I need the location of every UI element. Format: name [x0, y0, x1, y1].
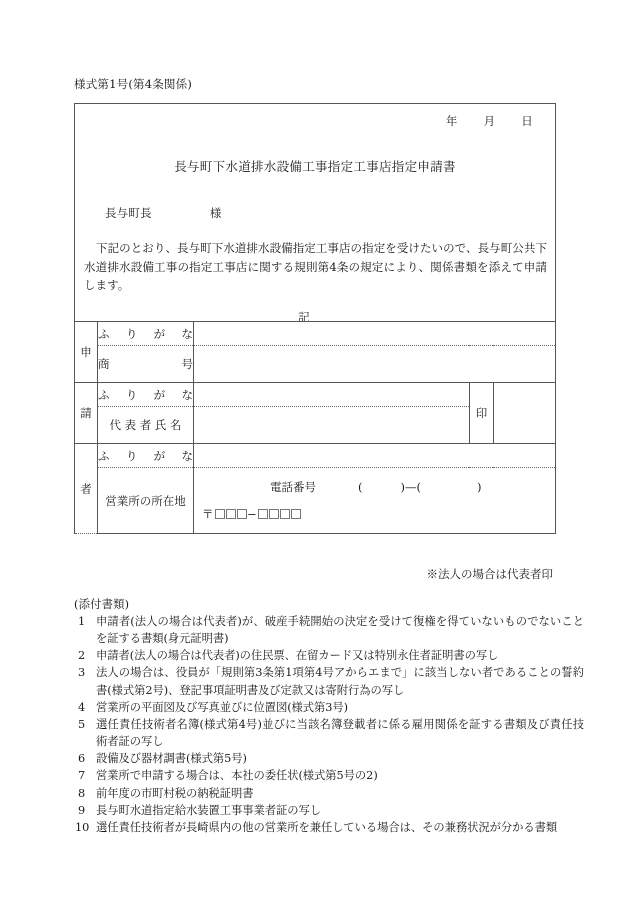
seal-tail-cell [493, 383, 555, 444]
furigana-input-daihyousha[interactable] [194, 383, 470, 407]
furigana-label-daihyousha [98, 383, 194, 407]
furigana-label-shougou [98, 322, 194, 346]
phone-label: 電話番号 [270, 479, 316, 494]
attachment-item [74, 819, 584, 836]
furigana-char-4: な [181, 326, 193, 341]
attachment-number: 9 [78, 803, 86, 817]
date-line [75, 104, 555, 129]
seal-note: ※法人の場合は代表者印 [426, 567, 553, 581]
date-month-label: 月 [483, 114, 496, 128]
furigana-input-shougou[interactable] [194, 322, 556, 346]
attachment-item [74, 802, 584, 819]
attachment-item [74, 613, 584, 647]
phone-close-2: ) [477, 479, 482, 494]
furigana-char-3: が [153, 448, 166, 463]
furigana-char-3: が [153, 326, 166, 341]
furigana-char-2: り [125, 387, 138, 402]
date-day-label: 日 [521, 114, 533, 128]
attachments-list [74, 613, 584, 836]
attachment-item [74, 785, 584, 802]
address-value-cell[interactable] [194, 468, 556, 534]
postal-box[interactable] [215, 509, 225, 519]
table-row [75, 346, 556, 383]
spine-cell-sei: 請 [75, 383, 98, 444]
attachment-text: 選任責任技術者名簿(様式第4号)並びに当該名簿登載者に係る雇用関係を証する書類及び責任技術者証の写し [96, 717, 584, 749]
attachment-item [74, 699, 584, 716]
attachment-number: 7 [78, 769, 86, 783]
body-paragraph-text: 下記のとおり、長与町下水道排水設備指定工事店の指定を受けたいので、長与町公共下水道排水設備工事の指定工事店に関する規則第4条の規定により、関係書類を添えて申請します。 [84, 241, 547, 293]
date-year-label: 年 [445, 114, 458, 128]
attachment-item [74, 750, 584, 767]
attachment-text: 営業所の平面図及び写真並びに位置図(様式第3号) [96, 700, 349, 714]
attachment-text: 営業所で申請する場合は、本社の委任状(様式第5号の2) [96, 769, 378, 783]
furigana-char-1: ふ [98, 326, 110, 341]
furigana-char-2: り [125, 448, 138, 463]
postal-box[interactable] [280, 509, 290, 519]
label-daihyousha-text: 代 表 者 氏 名 [109, 418, 182, 432]
attachment-item [74, 767, 584, 784]
furigana-char-4: な [181, 448, 193, 463]
postal-box[interactable] [226, 509, 236, 519]
label-daihyousha [98, 407, 194, 444]
attachment-number: 1 [78, 615, 86, 628]
furigana-label-shozaichi [98, 444, 194, 468]
attachment-text: 長与町水道指定給水装置工事事業者証の写し [96, 803, 321, 817]
furigana-char-1: ふ [98, 448, 110, 463]
phone-number-field[interactable] [270, 479, 482, 495]
body-paragraph [75, 239, 555, 295]
label-shougou-left: 商 [98, 357, 110, 371]
phone-open-1: ( [358, 479, 363, 494]
spine-cell-moushi: 申 [75, 322, 98, 383]
attachment-text: 選任責任技術者が長崎県内の他の営業所を兼任している場合は、その兼務状況が分かる書類 [96, 820, 558, 834]
addressee-name: 長与町長 [105, 206, 152, 220]
attachments-section [74, 596, 584, 836]
table-row [75, 322, 556, 346]
input-shougou[interactable] [194, 346, 556, 383]
seal-box[interactable]: 印 [469, 383, 493, 444]
label-shozaichi-text: 営業所の所在地 [105, 493, 186, 508]
attachment-number: 10 [75, 820, 90, 834]
attachment-number: 2 [78, 649, 86, 663]
furigana-input-shozaichi[interactable] [194, 444, 556, 468]
document-title: 長与町下水道排水設備工事指定工事店指定申請書 [174, 159, 456, 174]
attachment-number: 3 [78, 666, 86, 680]
attachment-item [74, 647, 584, 664]
table-row [75, 468, 556, 534]
attachment-text: 法人の場合は、役員が「規則第3条第1項第4号アからエまで」に該当しない者であることの誓約書(様式第2号)、登記事項証明書及び定款又は寄附行為の写し [96, 666, 584, 697]
addressee-honorific: 様 [209, 206, 222, 220]
postal-box[interactable] [258, 509, 268, 519]
phone-open-2: ( [416, 479, 421, 494]
table-row [75, 444, 556, 468]
attachment-number: 4 [78, 700, 86, 714]
postal-box[interactable] [237, 509, 247, 519]
ki-mark: 記 [298, 309, 310, 324]
label-shougou-right: 号 [181, 357, 193, 371]
furigana-char-1: ふ [98, 387, 110, 402]
input-daihyousha[interactable] [194, 407, 470, 444]
attachment-number: 5 [78, 717, 86, 731]
attachment-text: 申請者(法人の場合は代表者)が、破産手続開始の決定を受けて復権を得ていないものでないことを証する書類(身元証明書) [96, 615, 584, 646]
attachment-number: 6 [78, 752, 86, 766]
addressee [75, 205, 555, 221]
furigana-char-3: が [153, 387, 166, 402]
postal-symbol: 〒 [202, 506, 214, 521]
label-shozaichi [98, 468, 194, 534]
attachment-number: 8 [78, 786, 86, 800]
form-number: 様式第1号(第4条関係) [74, 77, 193, 91]
attachment-item [74, 716, 584, 750]
attachment-text: 前年度の市町村税の納税証明書 [96, 786, 254, 800]
spine-cell-sha: 者 [75, 444, 98, 534]
furigana-char-4: な [181, 387, 193, 402]
furigana-char-2: り [125, 326, 138, 341]
attachment-text: 申請者(法人の場合は代表者)の住民票、在留カード又は特別永住者証明書の写し [96, 649, 499, 663]
applicant-table [74, 321, 556, 534]
postal-dash: − [247, 506, 258, 521]
label-shougou [98, 346, 194, 383]
attachments-heading: (添付書類) [74, 598, 130, 611]
attachment-item [74, 664, 584, 698]
attachment-text: 設備及び器材調書(様式第5号) [96, 752, 247, 766]
postal-code-field[interactable] [202, 506, 301, 522]
header-box [74, 103, 556, 335]
postal-box[interactable] [291, 509, 301, 519]
table-row [75, 383, 556, 407]
phone-hyphen: — [405, 479, 417, 494]
postal-box[interactable] [269, 509, 279, 519]
phone-close-1: ) [400, 479, 405, 494]
